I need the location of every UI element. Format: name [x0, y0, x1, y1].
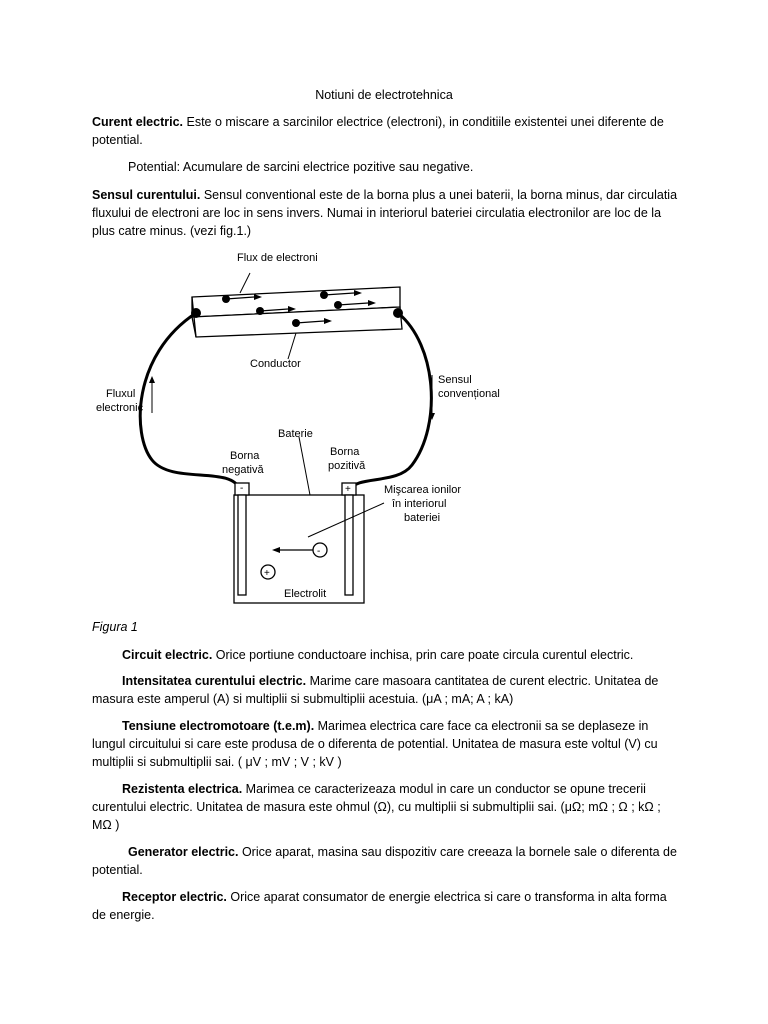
paragraph-rezistenta-electrica	[92, 780, 680, 834]
definition: Este o miscare a sarcinilor electrice (electroni), in conditiile existentei unei diferente de potential.	[92, 115, 664, 147]
term: Curent electric.	[92, 115, 184, 129]
wire-contact-right	[393, 308, 403, 318]
wire-contact-left	[191, 308, 201, 318]
label-conventional: convențional	[438, 388, 500, 400]
definition: Marimea ce caracterizeaza modul in care un conductor se opune trecerii curentului electric. Unitatea de masura este ohmul (Ω), cu multiplii si submultiplii sai. (μΩ; mΩ ; Ω ; kΩ ; MΩ )	[92, 782, 661, 832]
paragraph-intensitatea-curentului	[92, 672, 680, 708]
positive-electrode	[345, 495, 353, 595]
paragraph-generator-electric	[92, 843, 680, 879]
label-sensul: Sensul	[438, 374, 472, 386]
label-flux-electroni: Flux de electroni	[237, 252, 318, 264]
term: Circuit electric.	[122, 648, 213, 662]
paragraph-circuit-electric	[92, 646, 680, 664]
negative-electrode	[238, 495, 246, 595]
circuit-diagram	[92, 245, 512, 615]
label-miscarea-1: Mişcarea ionilor	[384, 484, 462, 496]
definition: Orice aparat consumator de energie electrica si care o transforma in alta forma de energie.	[92, 890, 667, 922]
term: Generator electric.	[128, 845, 239, 859]
definition: Potential: Acumulare de sarcini electrice pozitive sau negative.	[128, 160, 474, 174]
electron-dot	[320, 291, 328, 299]
term: Receptor electric.	[122, 890, 227, 904]
electron-dot	[222, 295, 230, 303]
label-fluxul: Fluxul	[106, 388, 136, 400]
term: Rezistenta electrica.	[122, 782, 243, 796]
label-borna-pozitiva-1: Borna	[330, 446, 360, 458]
paragraph-receptor-electric	[92, 888, 680, 924]
plus-sign: +	[345, 484, 351, 495]
label-miscarea-2: în interiorul	[392, 498, 447, 510]
paragraph-potential	[92, 158, 680, 176]
label-electronic: electronic	[96, 402, 144, 414]
definition: Orice portiune conductoare inchisa, prin care poate circula curentul electric.	[212, 648, 634, 662]
label-electrolit: Electrolit	[284, 588, 327, 600]
term: Tensiune electromotoare (t.e.m).	[122, 719, 315, 733]
paragraph-sensul-curentului	[92, 186, 680, 240]
electron-dot	[334, 301, 342, 309]
electron-dot	[256, 307, 264, 315]
minus-sign: -	[240, 483, 244, 494]
figure-caption: Figura 1	[92, 620, 138, 634]
label-borna-negativa-1: Borna	[230, 450, 260, 462]
label-borna-pozitiva-2: pozitivă	[328, 460, 366, 472]
electron-dot	[292, 319, 300, 327]
definition: Orice aparat, masina sau dispozitiv care creeaza la bornele sale o diferenta de potential.	[92, 845, 677, 877]
arrowhead	[149, 376, 155, 383]
term: Intensitatea curentului electric.	[122, 674, 307, 688]
label-borna-negativa-2: negativă	[222, 464, 264, 476]
label-baterie: Baterie	[278, 428, 313, 440]
term: Sensul curentului.	[92, 188, 201, 202]
ion-minus-sign: -	[317, 546, 321, 557]
leader-conductor	[288, 333, 296, 359]
ion-plus-sign: +	[264, 568, 270, 579]
definition: Sensul conventional este de la borna plus a unei baterii, la borna minus, dar circulatia fluxului de electroni are loc in sens invers. Numai in interiorul bateriei circulatia electronilor are loc de la plus catre minus. (vezi fig.1.)	[92, 188, 678, 238]
leader-flux	[240, 273, 250, 293]
page-title: Notiuni de electrotehnica	[315, 88, 453, 102]
paragraph-curent-electric	[92, 113, 680, 149]
definition: Marimea electrica care face ca electronii sa se deplaseze in lungul circuitului si care este produsa de o diferenta de potential. Unitatea de masura este voltul (V) cu multiplii si submultiplii sai. ( μV ; mV ; V ; kV )	[92, 719, 658, 769]
label-conductor: Conductor	[250, 358, 301, 370]
label-miscarea-3: bateriei	[404, 512, 441, 524]
leader-baterie	[299, 437, 310, 495]
paragraph-tensiune-electromotoare	[92, 717, 680, 771]
definition: Marime care masoara cantitatea de curent electric. Unitatea de masura este amperul (A) si multiplii si submultiplii acestuia. (μA ; mA; A ; kA)	[92, 674, 659, 706]
